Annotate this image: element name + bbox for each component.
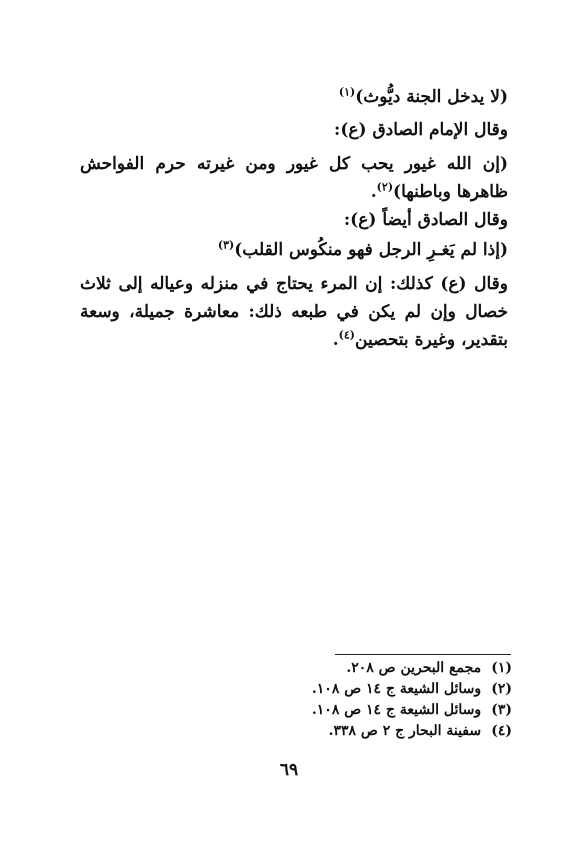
paragraph-6 [80, 270, 508, 354]
paragraph-3-text: (إن الله غيور يحب كل غيور ومن غيرته حرم الفواحش ظاهرها وباطنها) [80, 154, 508, 202]
paragraph-1 [80, 83, 508, 111]
footnote-number: (٤) [491, 723, 512, 739]
footnote-ref-4: (٤) [338, 328, 356, 342]
footnote-number: (٢) [491, 681, 512, 697]
footnote-number: (٣) [491, 702, 512, 718]
footnote-item [312, 658, 512, 679]
paragraph-6-text: وقال (ع) كذلك: إن المرء يحتاج في منزله وعياله إلى ثلاث خصال وإن لم يكن في طبعه ذلك: معاشرة جميلة، وسعة بتقدير، وغيرة بتحصين [80, 274, 508, 350]
footnote-ref-3: (٣) [217, 238, 235, 252]
paragraph-3-end: . [370, 182, 377, 202]
footnote-text: سفينة البحار ج ٢ ص ٣٣٨. [328, 723, 482, 739]
footnote-ref-2: (٢) [376, 180, 394, 194]
footnote-item [312, 679, 512, 700]
paragraph-2-text: وقال الإمام الصادق (ع): [334, 120, 508, 140]
paragraph-6-end: . [332, 330, 339, 350]
paragraph-2 [80, 116, 508, 144]
footnote-text: وسائل الشيعة ج ١٤ ص ١٠٨. [311, 681, 482, 697]
paragraph-4-text: وقال الصادق أيضاً (ع): [343, 210, 508, 230]
paragraph-3 [80, 150, 508, 206]
paragraph-4 [80, 206, 508, 234]
footnote-ref-1: (١) [338, 85, 356, 99]
footnotes [312, 658, 512, 742]
paragraph-5 [80, 236, 508, 264]
footnote-item [312, 721, 512, 742]
footnote-text: مجمع البحرين ص ٢٠٨. [346, 660, 482, 676]
footnote-item [312, 700, 512, 721]
footnote-divider [335, 654, 511, 655]
page-number: ٦٩ [279, 760, 299, 780]
footnote-number: (١) [491, 660, 512, 676]
paragraph-5-text: (إذا لم يَغـرِ الرجل فهو منكُوس القلب) [234, 240, 508, 260]
footnote-text: وسائل الشيعة ج ١٤ ص ١٠٨. [311, 702, 482, 718]
paragraph-1-text: (لا يدخل الجنة ديُّوث) [355, 87, 508, 107]
